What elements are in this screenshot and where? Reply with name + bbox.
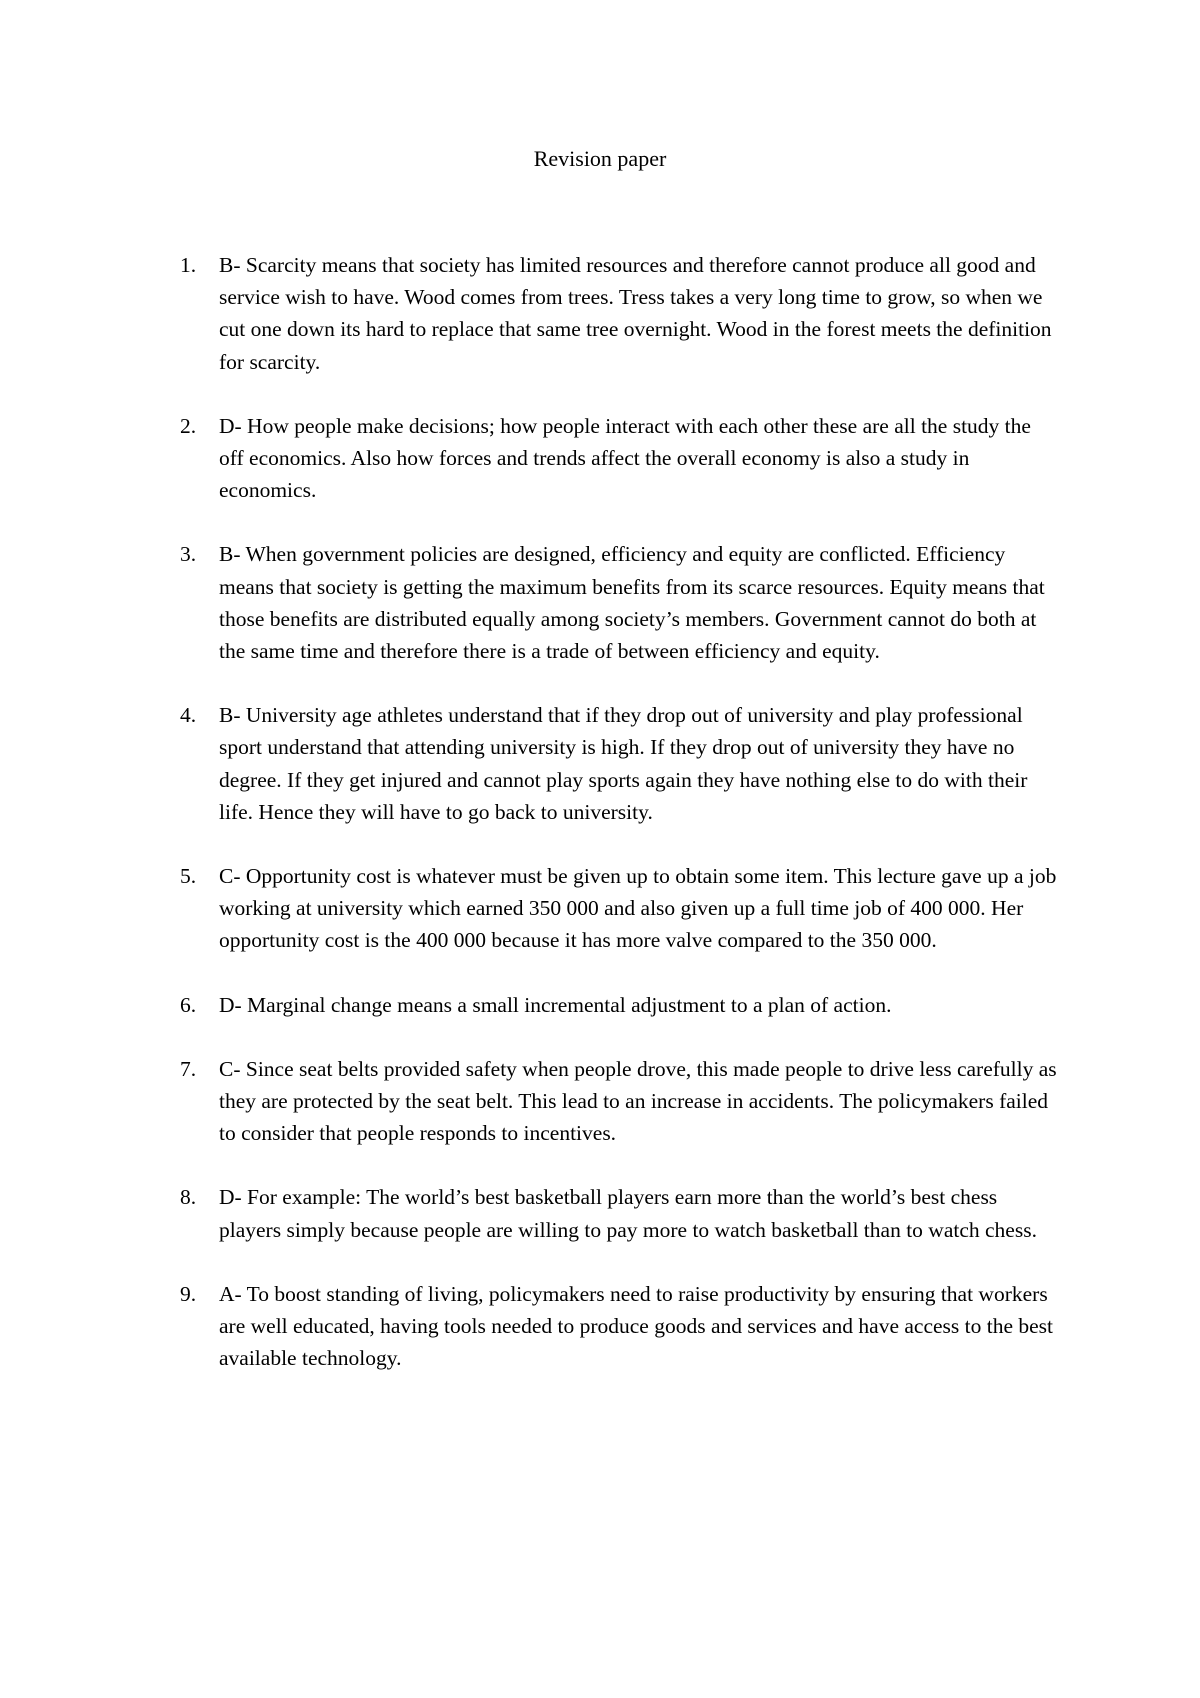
list-item bbox=[0, 1181, 1200, 1245]
item-number: 9. bbox=[180, 1281, 197, 1306]
list-item bbox=[0, 249, 1200, 378]
item-number: 1. bbox=[180, 253, 197, 277]
item-number: 4. bbox=[180, 703, 197, 728]
list-item bbox=[0, 860, 1200, 957]
page-title: Revision paper bbox=[533, 146, 667, 171]
item-text: D- How people make decisions; how people interact with each other these are all the study the off economics. Also how forces and trends affect the overall economy is also a study in economics. bbox=[219, 413, 1031, 503]
item-text: D- Marginal change means a small incremental adjustment to a plan of action. bbox=[219, 992, 892, 1017]
list-item bbox=[0, 538, 1200, 667]
item-text: D- For example: The world’s best basketball players earn more than the world’s best chess players simply because people are willing to pay more to watch basketball than to watch chess. bbox=[219, 1185, 1037, 1242]
list-item bbox=[0, 410, 1200, 507]
list-item bbox=[0, 989, 1200, 1021]
item-number: 2. bbox=[180, 413, 197, 438]
item-text: B- Scarcity means that society has limited resources and therefore cannot produce all good and service wish to have. Wood comes from trees. Tress takes a very long time to grow, so when we cut one down its hard to replace that same tree overnight. Wood in the forest meets the definition for scarcity. bbox=[219, 253, 1052, 374]
item-text: C- Opportunity cost is whatever must be given up to obtain some item. This lecture gave up a job working at university which earned 350 000 and also given up a full time job of 400 000. Her opportunity cost is the 400 000 because it has more valve compared to the 350 000. bbox=[219, 864, 1057, 953]
item-text: B- University age athletes understand that if they drop out of university and play professional sport understand that attending university is high. If they drop out of university they have no degree. If they get injured and cannot play sports again they have nothing else to do with their life. Hence they will have to go back to university. bbox=[219, 703, 1028, 824]
list-item bbox=[0, 1278, 1200, 1375]
item-text: C- Since seat belts provided safety when people drove, this made people to drive less carefully as they are protected by the seat belt. This lead to an increase in accidents. The policymakers failed to consider that people responds to incentives. bbox=[219, 1056, 1057, 1146]
item-number: 5. bbox=[180, 864, 197, 889]
item-number: 7. bbox=[180, 1056, 197, 1081]
list-item bbox=[0, 699, 1200, 828]
list-item bbox=[0, 1053, 1200, 1150]
item-text: B- When government policies are designed, efficiency and equity are conflicted. Efficiency means that society is getting the maximum benefits from its scarce resources. Equity means that those benefits are distributed equally among society’s members. Government cannot do both at the same time and therefore there is a trade of between efficiency and equity. bbox=[219, 542, 1045, 664]
item-number: 8. bbox=[180, 1185, 197, 1210]
item-text: A- To boost standing of living, policymakers need to raise productivity by ensuring that workers are well educated, having tools needed to produce goods and services and have access to the best available technology. bbox=[219, 1281, 1054, 1371]
item-number: 6. bbox=[180, 992, 197, 1017]
item-number: 3. bbox=[180, 542, 197, 567]
answer-list bbox=[0, 249, 1200, 1406]
